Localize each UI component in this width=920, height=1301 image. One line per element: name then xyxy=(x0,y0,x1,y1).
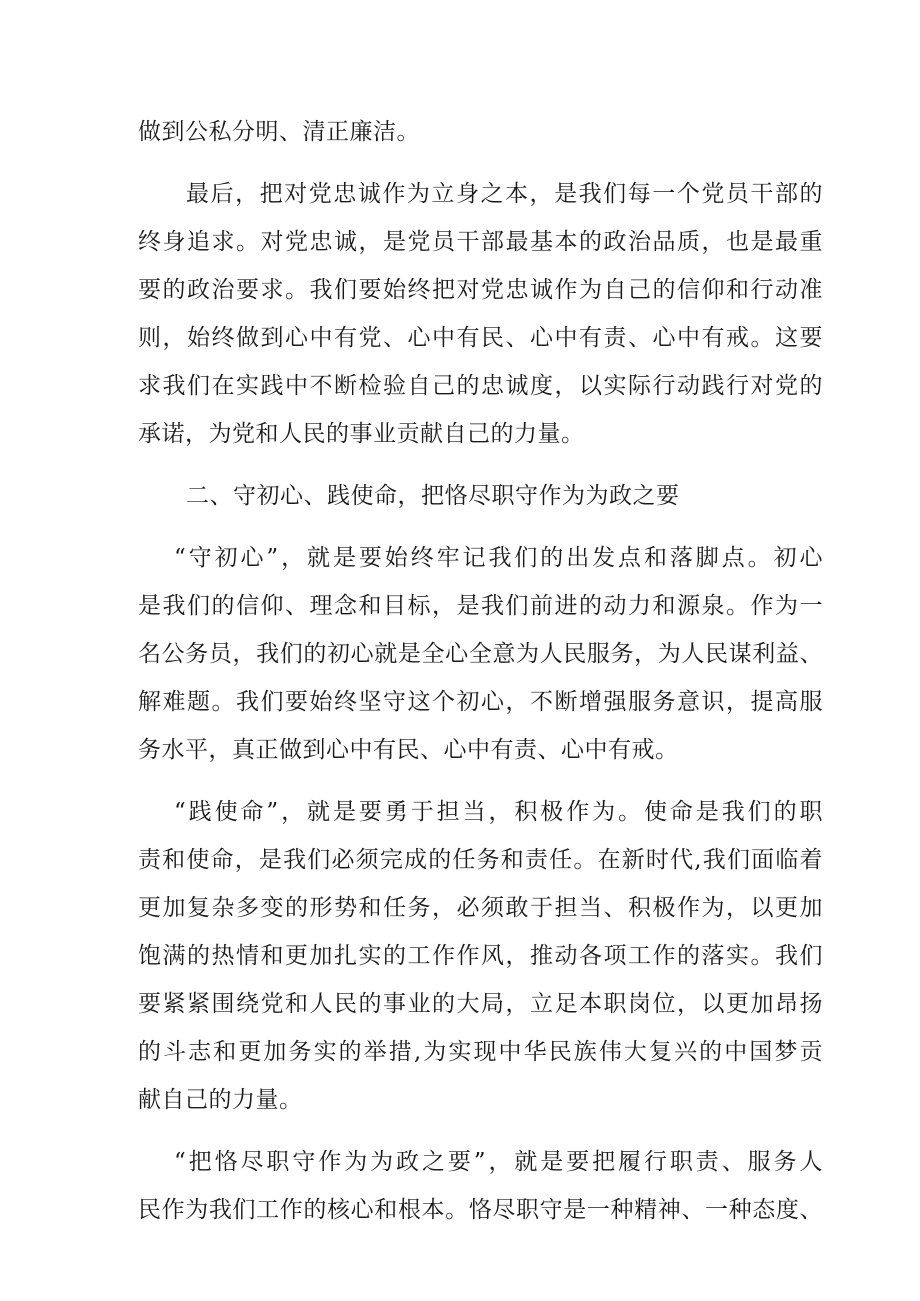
text-line: 名公务员，我们的初心就是全心全意为人民服务，为人民谋利益、 xyxy=(138,641,823,667)
section-heading xyxy=(138,472,823,520)
text-line: 解难题。我们要始终坚守这个初心，不断增强服务意识，提高服 xyxy=(138,689,823,715)
text-line: 献自己的力量。 xyxy=(138,1087,303,1113)
text-line: 终身追求。对党忠诚，是党员干部最基本的政治品质，也是最重 xyxy=(138,229,823,255)
text-line: 求我们在实践中不断检验自己的忠诚度，以实际行动践行对党的 xyxy=(138,373,823,399)
text-line: 要的政治要求。我们要始终把对党忠诚作为自己的信仰和行动准 xyxy=(138,277,823,303)
paragraph-diligence xyxy=(138,1138,823,1234)
text-line: 更加复杂多变的形势和任务，必须敢于担当、积极作为，以更加 xyxy=(138,895,823,921)
body-text xyxy=(138,108,823,1234)
text-line: 承诺，为党和人民的事业贡献自己的力量。 xyxy=(138,421,585,447)
paragraph-original-aspiration xyxy=(138,534,823,774)
text-line: “守初心”，就是要始终牢记我们的出发点和落脚点。初心 xyxy=(174,545,823,571)
heading-line: 二、守初心、践使命，把恪尽职守作为为政之要 xyxy=(186,483,680,509)
text-line: 是我们的信仰、理念和目标，是我们前进的动力和源泉。作为一 xyxy=(138,593,823,619)
paragraph-loyalty xyxy=(138,170,823,458)
text-line: “践使命”，就是要勇于担当，积极作为。使命是我们的职 xyxy=(174,799,823,825)
text-line: “把恪尽职守作为为政之要”，就是要把履行职责、服务人 xyxy=(174,1149,823,1175)
text-line: 民作为我们工作的核心和根本。恪尽职守是一种精神、一种态度、 xyxy=(138,1197,823,1223)
text-line: 务水平，真正做到心中有民、心中有责、心中有戒。 xyxy=(138,737,679,763)
text-line: 责和使命，是我们必须完成的任务和责任。在新时代,我们面临着 xyxy=(138,847,823,873)
text-line: 的斗志和更加务实的举措,为实现中华民族伟大复兴的中国梦贡 xyxy=(138,1039,823,1065)
text-line: 则，始终做到心中有党、心中有民、心中有责、心中有戒。这要 xyxy=(138,325,823,351)
paragraph-continuation xyxy=(138,108,823,156)
text-line: 做到公私分明、清正廉洁。 xyxy=(138,119,420,145)
text-line: 饱满的热情和更加扎实的工作作风，推动各项工作的落实。我们 xyxy=(138,943,823,969)
paragraph-mission xyxy=(138,788,823,1124)
text-line: 最后，把对党忠诚作为立身之本，是我们每一个党员干部的 xyxy=(186,181,823,207)
text-line: 要紧紧围绕党和人民的事业的大局，立足本职岗位，以更加昂扬 xyxy=(138,991,823,1017)
